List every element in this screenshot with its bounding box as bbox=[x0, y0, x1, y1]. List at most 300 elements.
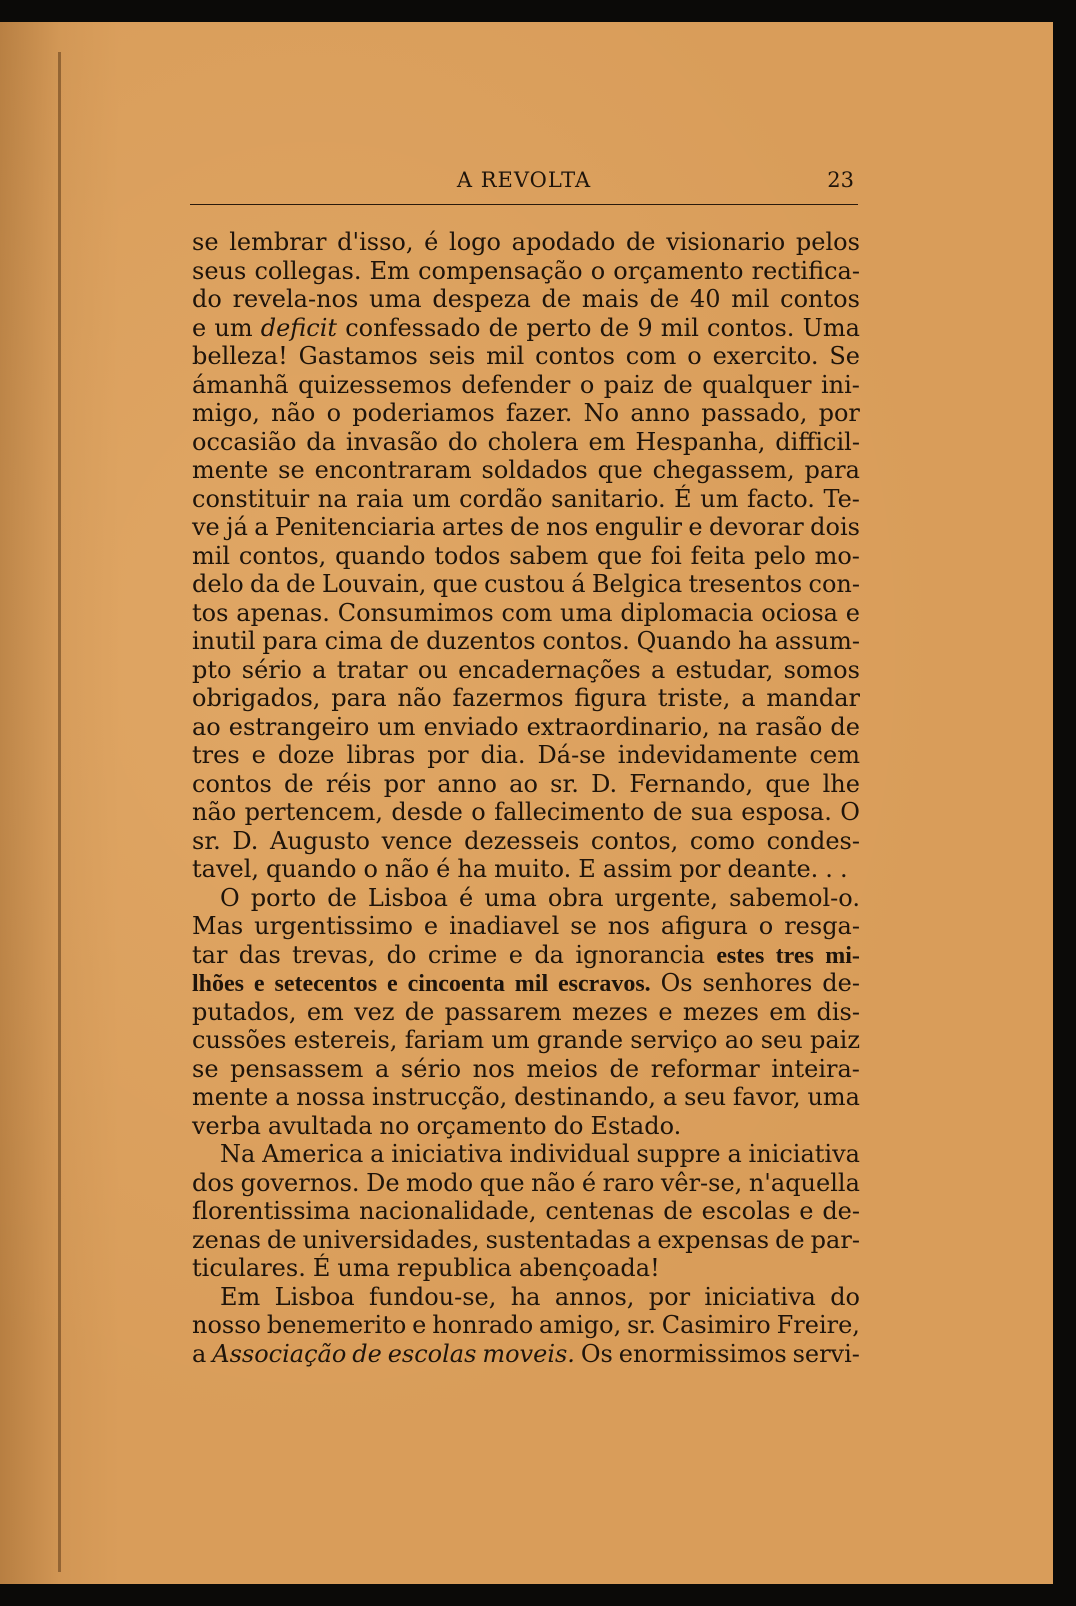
word: o bbox=[471, 798, 486, 826]
word: que bbox=[597, 541, 643, 570]
word: O bbox=[220, 883, 240, 912]
word: a bbox=[275, 1083, 290, 1111]
word: grande bbox=[536, 1026, 624, 1054]
word: pertencem, bbox=[244, 798, 383, 826]
word: e bbox=[251, 741, 266, 769]
word: tavel, bbox=[192, 855, 260, 883]
word: e bbox=[192, 313, 207, 342]
word: e bbox=[508, 940, 523, 969]
word: moveis. bbox=[482, 1339, 575, 1368]
word: quizessemos bbox=[298, 370, 452, 399]
word: Consumimos bbox=[337, 598, 494, 627]
word: Penitenciaria bbox=[274, 513, 436, 541]
word: se bbox=[192, 1054, 219, 1083]
word: mi- bbox=[825, 942, 860, 969]
word: e bbox=[412, 1311, 427, 1339]
word: é bbox=[436, 855, 451, 883]
page-gutter-shadow bbox=[58, 52, 61, 1572]
word: da bbox=[534, 940, 564, 969]
word: estes bbox=[716, 942, 765, 969]
text-line bbox=[192, 884, 860, 913]
word: par- bbox=[810, 1225, 860, 1254]
word: cincoenta bbox=[407, 971, 505, 997]
word: de- bbox=[822, 1197, 860, 1225]
word: servi- bbox=[792, 1339, 860, 1368]
word: collegas. bbox=[254, 256, 362, 285]
word: nacionalidade, bbox=[359, 1197, 537, 1225]
word: de bbox=[609, 1054, 640, 1083]
word: das bbox=[238, 940, 281, 969]
word: É bbox=[674, 484, 692, 513]
book-page bbox=[0, 22, 1053, 1584]
word: avultada bbox=[267, 1111, 373, 1140]
word: indevidamente bbox=[617, 741, 798, 769]
word: zenas bbox=[192, 1225, 261, 1254]
word: para bbox=[804, 456, 860, 484]
word: de bbox=[599, 313, 630, 342]
text-line bbox=[192, 1112, 860, 1141]
text-line bbox=[192, 713, 860, 742]
text-line bbox=[192, 1083, 860, 1112]
word: mente bbox=[192, 1083, 269, 1111]
word: paiz bbox=[603, 370, 654, 399]
word: é bbox=[424, 228, 439, 256]
text-line bbox=[192, 428, 860, 457]
text-line bbox=[192, 1340, 860, 1369]
text-line bbox=[192, 485, 860, 514]
word: dezesseis bbox=[464, 826, 580, 855]
word: de bbox=[286, 570, 316, 598]
text-line bbox=[192, 656, 860, 685]
word: seu bbox=[684, 1083, 727, 1111]
word: mil bbox=[486, 342, 525, 370]
text-line bbox=[192, 1226, 860, 1255]
word: belleza! bbox=[192, 342, 288, 370]
word: contos. bbox=[707, 313, 795, 342]
text-line bbox=[192, 228, 860, 257]
word: estereis, bbox=[293, 1026, 398, 1054]
word: triste, bbox=[657, 684, 731, 712]
word: paiz bbox=[809, 1026, 860, 1054]
word: nossa bbox=[296, 1083, 366, 1111]
word: não bbox=[397, 684, 442, 712]
word: Os bbox=[660, 969, 693, 997]
word: escolas bbox=[701, 1197, 791, 1225]
word: rectifica- bbox=[751, 256, 860, 285]
word: Augusto bbox=[269, 826, 371, 855]
word: que bbox=[597, 456, 643, 484]
word: uma bbox=[484, 883, 537, 912]
word: engulir bbox=[594, 513, 683, 541]
word: governos. bbox=[240, 1168, 360, 1197]
word: Louvain, bbox=[321, 570, 427, 598]
word: sustentadas bbox=[485, 1225, 631, 1254]
word: occasião bbox=[192, 427, 297, 456]
word: passado, bbox=[701, 399, 808, 427]
word: urgente, bbox=[614, 883, 719, 912]
word: sabem bbox=[509, 541, 589, 570]
text-line bbox=[192, 855, 860, 884]
word: na bbox=[317, 484, 348, 513]
word: iniciativa bbox=[391, 1140, 503, 1168]
word: se bbox=[278, 456, 305, 484]
word: nos bbox=[546, 513, 589, 541]
word: sério bbox=[400, 1054, 462, 1083]
text-line bbox=[192, 1254, 860, 1283]
text-line bbox=[192, 969, 860, 998]
word: orçamento bbox=[613, 256, 744, 285]
word: da bbox=[250, 570, 280, 598]
text-line bbox=[192, 285, 860, 314]
word: que bbox=[432, 570, 478, 598]
word: dois bbox=[810, 513, 860, 541]
word: de bbox=[488, 313, 519, 342]
word: constituir bbox=[192, 484, 310, 513]
word: ha bbox=[510, 1282, 541, 1311]
word: somos bbox=[783, 655, 860, 684]
word: o bbox=[687, 342, 702, 370]
word: logo bbox=[449, 228, 501, 256]
word: fazermos bbox=[452, 684, 564, 712]
word: apenas. bbox=[236, 598, 330, 627]
word: doze bbox=[277, 741, 335, 769]
word: fazer. bbox=[505, 399, 573, 427]
word: que bbox=[479, 1168, 525, 1197]
word: . bbox=[825, 855, 833, 883]
word: de bbox=[775, 1225, 805, 1254]
word: difficil- bbox=[775, 427, 860, 456]
word: Te- bbox=[823, 484, 860, 513]
text-line bbox=[192, 627, 860, 656]
word: por bbox=[427, 741, 469, 769]
word: inutil bbox=[192, 627, 256, 655]
text-line bbox=[192, 371, 860, 400]
word: e bbox=[658, 997, 673, 1026]
word: mandar bbox=[766, 684, 860, 712]
word: estrangeiro bbox=[228, 712, 370, 741]
word: de bbox=[649, 285, 680, 313]
word: em bbox=[769, 997, 807, 1026]
word: de bbox=[352, 1339, 382, 1368]
word: ignorancia bbox=[575, 940, 705, 969]
word: réis bbox=[325, 769, 372, 798]
word: despeza bbox=[432, 285, 531, 313]
text-line bbox=[192, 1311, 860, 1340]
word: e bbox=[688, 513, 703, 541]
word: ha bbox=[738, 627, 768, 655]
word: a bbox=[192, 1339, 207, 1368]
word: feita bbox=[690, 541, 746, 570]
word: inteira- bbox=[771, 1054, 860, 1083]
word: 9 bbox=[637, 313, 653, 342]
word: já bbox=[226, 513, 248, 541]
word: como bbox=[689, 826, 756, 855]
word: dis- bbox=[816, 997, 860, 1026]
text-line bbox=[192, 998, 860, 1027]
word: expensas bbox=[657, 1225, 770, 1254]
word: abençoada! bbox=[518, 1254, 660, 1282]
text-line bbox=[192, 941, 860, 970]
text-line bbox=[192, 599, 860, 628]
word: mil bbox=[192, 541, 231, 570]
word: e bbox=[423, 912, 439, 940]
word: muito. bbox=[494, 855, 572, 883]
word: tos bbox=[192, 598, 229, 627]
word: o bbox=[579, 370, 595, 399]
word: delo bbox=[192, 570, 244, 598]
text-line bbox=[192, 399, 860, 428]
word: apodado bbox=[511, 228, 616, 256]
word: de bbox=[652, 798, 683, 826]
word: Uma bbox=[802, 313, 860, 342]
word: ticulares. bbox=[192, 1254, 306, 1282]
word: De bbox=[366, 1168, 400, 1197]
text-line bbox=[192, 257, 860, 286]
word: lembrar bbox=[229, 228, 327, 256]
word: trevas, bbox=[292, 940, 376, 969]
word: de bbox=[663, 370, 693, 399]
word: perto bbox=[526, 313, 592, 342]
word: mo- bbox=[814, 541, 860, 570]
word: florentissima bbox=[192, 1197, 351, 1225]
word: tar bbox=[192, 940, 228, 969]
word: a bbox=[662, 1083, 678, 1111]
word: passarem bbox=[444, 997, 562, 1026]
word: deficit bbox=[260, 313, 338, 342]
word: orçamento bbox=[416, 1111, 547, 1140]
word: a bbox=[375, 1054, 390, 1083]
word: o bbox=[590, 256, 606, 285]
word: do bbox=[386, 940, 417, 969]
word: Na bbox=[220, 1140, 256, 1168]
word: mais bbox=[581, 285, 639, 313]
word: vence bbox=[381, 826, 453, 855]
word: republica bbox=[396, 1254, 512, 1282]
word: invasão bbox=[345, 427, 438, 456]
running-header bbox=[190, 160, 858, 205]
word: raia bbox=[356, 484, 404, 513]
word: D. bbox=[232, 826, 259, 855]
word: tres bbox=[192, 741, 240, 769]
word: não bbox=[384, 855, 430, 883]
word: mil bbox=[660, 313, 699, 342]
word: mente bbox=[192, 456, 269, 484]
word: Freire, bbox=[776, 1311, 860, 1339]
word: sr. bbox=[627, 1311, 656, 1339]
word: serviço bbox=[630, 1026, 718, 1054]
text-line bbox=[192, 741, 860, 770]
word: em bbox=[588, 427, 626, 456]
word: assum- bbox=[774, 627, 860, 655]
word: uma bbox=[337, 1254, 390, 1282]
word: ao bbox=[509, 769, 538, 798]
word: ve bbox=[192, 513, 220, 541]
word: tratar bbox=[336, 655, 408, 684]
text-line bbox=[192, 570, 860, 599]
word: nosso bbox=[192, 1311, 261, 1339]
word: escolas bbox=[387, 1339, 477, 1368]
word: Lisboa bbox=[367, 883, 448, 912]
word: anno bbox=[630, 399, 691, 427]
word: de- bbox=[822, 969, 860, 997]
word: vêr-se, bbox=[660, 1168, 743, 1197]
word: reformar bbox=[650, 1054, 760, 1083]
word: por bbox=[818, 399, 860, 427]
text-line bbox=[192, 342, 860, 371]
word: cordão bbox=[459, 484, 543, 513]
word: ini- bbox=[820, 370, 860, 399]
word: seus bbox=[192, 256, 247, 285]
word: foi bbox=[650, 541, 682, 570]
word: e bbox=[799, 1197, 814, 1225]
word: um bbox=[214, 313, 253, 342]
word: no bbox=[379, 1111, 410, 1140]
word: No bbox=[583, 399, 620, 427]
word: chegassem, bbox=[652, 456, 795, 484]
word: sr. bbox=[550, 769, 579, 798]
word: Hespanha, bbox=[635, 427, 766, 456]
word: contos bbox=[535, 342, 615, 370]
word: universidades, bbox=[302, 1225, 480, 1254]
text-line bbox=[192, 827, 860, 856]
word: E bbox=[578, 855, 596, 883]
word: amigo, bbox=[539, 1311, 622, 1339]
word: . bbox=[839, 855, 848, 883]
word: pensassem bbox=[230, 1054, 364, 1083]
word: uma bbox=[369, 285, 422, 313]
word: O bbox=[840, 798, 860, 826]
word: 40 bbox=[689, 285, 721, 313]
word: cussões bbox=[192, 1026, 287, 1054]
word: destinando, bbox=[514, 1083, 657, 1111]
word: contos, bbox=[238, 541, 327, 570]
word: e bbox=[253, 971, 265, 997]
word: o bbox=[363, 855, 378, 883]
word: condes- bbox=[766, 826, 860, 855]
word: lhões bbox=[192, 971, 245, 997]
word: não bbox=[192, 798, 237, 826]
word: urgentissimo bbox=[254, 912, 413, 940]
word: duzentos bbox=[426, 627, 536, 655]
word: mezes bbox=[682, 997, 759, 1026]
word: Associação bbox=[212, 1339, 347, 1368]
text-line bbox=[192, 684, 860, 713]
word: poderiamos bbox=[352, 399, 495, 427]
word: encontraram bbox=[314, 456, 472, 484]
word: seu bbox=[760, 1026, 803, 1054]
word: ao bbox=[724, 1026, 754, 1054]
word: se bbox=[570, 912, 597, 940]
word: revela-nos bbox=[232, 285, 359, 313]
word: porto bbox=[250, 883, 317, 912]
word: obrigados, bbox=[192, 684, 321, 712]
word: diplomacia bbox=[620, 598, 754, 627]
word: D. bbox=[591, 769, 618, 798]
word: Mas bbox=[192, 912, 244, 940]
word: vez bbox=[354, 997, 395, 1026]
word: Belgica bbox=[591, 570, 683, 598]
word: dia. bbox=[480, 741, 526, 769]
word: contos, bbox=[590, 826, 679, 855]
word: pelo bbox=[754, 541, 806, 570]
word: con- bbox=[808, 570, 860, 598]
word: por bbox=[383, 769, 426, 798]
text-line bbox=[192, 770, 860, 799]
word: de bbox=[404, 997, 435, 1026]
word: ha bbox=[457, 855, 488, 883]
word: centenas bbox=[545, 1197, 655, 1225]
word: Lisboa bbox=[274, 1282, 355, 1311]
word: estudar, bbox=[675, 655, 774, 684]
word: um bbox=[700, 484, 739, 513]
word: cem bbox=[809, 741, 860, 769]
word: Casimiro bbox=[661, 1311, 771, 1339]
word: confessado bbox=[345, 313, 481, 342]
word: pelos bbox=[795, 228, 860, 256]
word: de bbox=[284, 769, 314, 798]
word: seis bbox=[428, 342, 476, 370]
word: encadernações bbox=[458, 655, 641, 684]
word: fallecimento bbox=[494, 798, 645, 826]
text-line bbox=[192, 1169, 860, 1198]
text-line bbox=[192, 456, 860, 485]
word: sabemol-o. bbox=[729, 883, 860, 912]
word: modo bbox=[406, 1168, 474, 1197]
word: escravos. bbox=[558, 971, 651, 997]
word: enviado bbox=[423, 712, 519, 741]
text-line bbox=[192, 1026, 860, 1055]
word: meios bbox=[526, 1054, 598, 1083]
text-line bbox=[192, 912, 860, 941]
word: de bbox=[510, 513, 540, 541]
word: defender bbox=[461, 370, 571, 399]
word: Se bbox=[829, 342, 860, 370]
page-number: 23 bbox=[827, 168, 854, 192]
word: ociosa bbox=[761, 598, 838, 627]
word: rasão bbox=[755, 712, 823, 741]
word: n'aquella bbox=[748, 1168, 860, 1197]
text-line bbox=[192, 542, 860, 571]
word: do bbox=[830, 1282, 860, 1311]
word: mezes bbox=[571, 997, 649, 1026]
word: resga- bbox=[784, 912, 860, 940]
word: afigura bbox=[660, 912, 748, 940]
word: se bbox=[192, 228, 219, 256]
word: a bbox=[254, 513, 269, 541]
word: Em bbox=[369, 256, 410, 285]
word: favor, bbox=[732, 1083, 801, 1111]
word: é bbox=[581, 1168, 597, 1197]
word: não bbox=[271, 399, 316, 427]
word: esposa. bbox=[741, 798, 832, 826]
word: e bbox=[387, 971, 398, 997]
word: sanitario. bbox=[551, 484, 666, 513]
word: pto bbox=[192, 655, 232, 684]
word: lhe bbox=[822, 769, 860, 798]
word: em bbox=[306, 997, 344, 1026]
word: um bbox=[377, 712, 416, 741]
word: é bbox=[459, 883, 474, 912]
word: benemerito bbox=[266, 1311, 407, 1339]
word: na bbox=[717, 712, 748, 741]
word: um bbox=[491, 1026, 530, 1054]
text-line bbox=[192, 798, 860, 827]
word: do bbox=[447, 427, 478, 456]
word: contos bbox=[192, 769, 272, 798]
word: nos bbox=[607, 912, 650, 940]
word: para bbox=[262, 627, 318, 655]
word: a bbox=[370, 1140, 385, 1168]
